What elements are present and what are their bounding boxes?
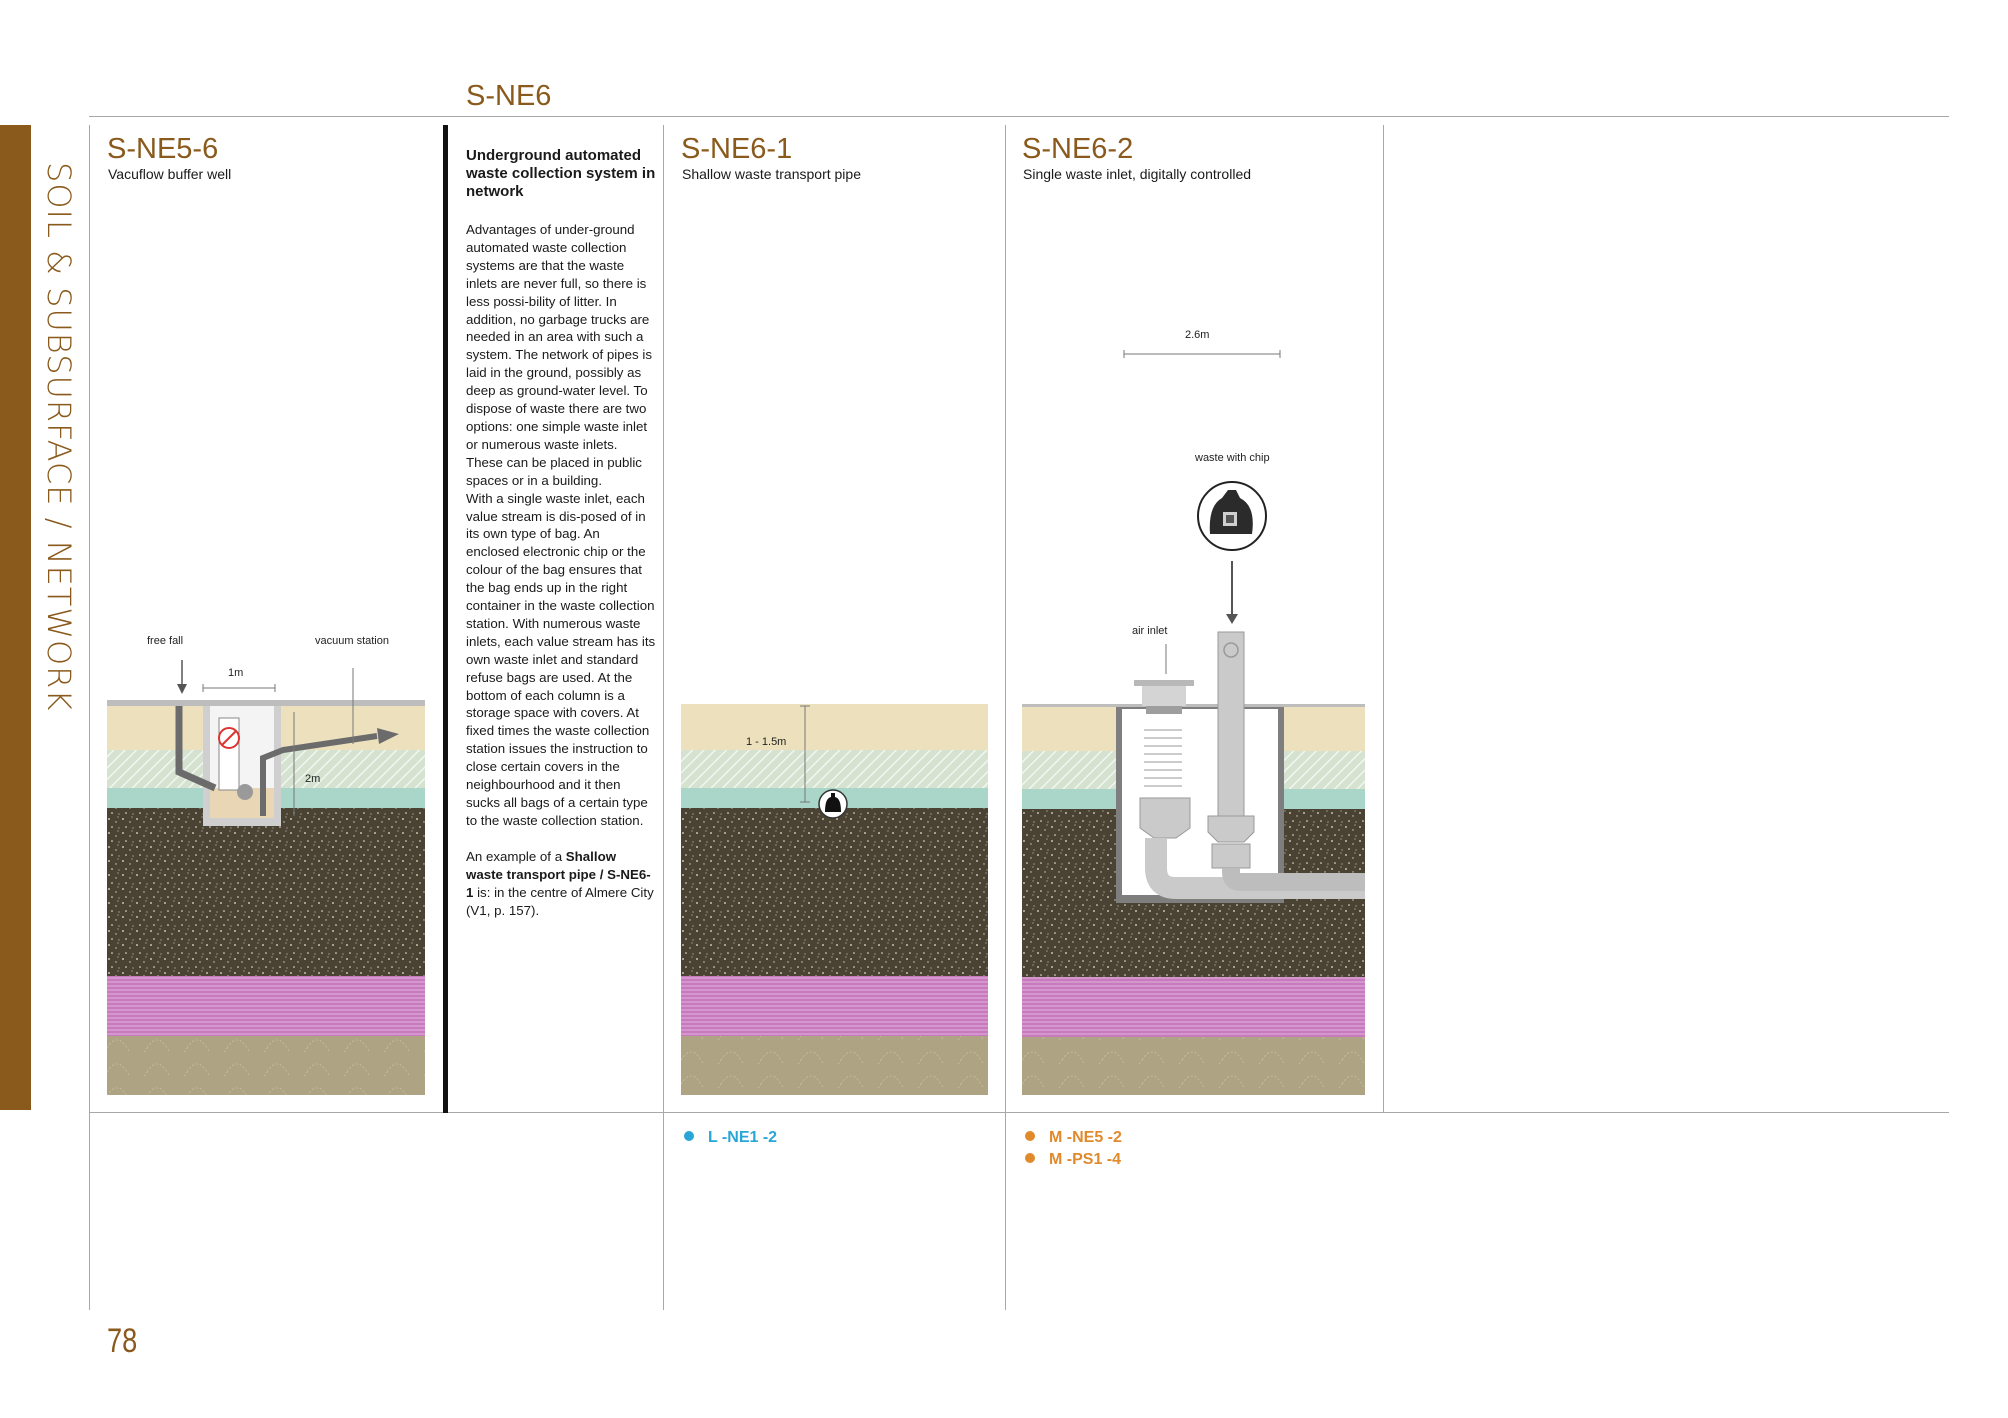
diagram-buffer-well (107, 620, 425, 1095)
col1-code: S-NE5-6 (107, 133, 219, 165)
label-waste-with-chip: waste with chip (1195, 452, 1270, 464)
col3-subtitle: Shallow waste transport pipe (682, 166, 861, 182)
label-dim-1m: 1m (228, 667, 244, 679)
text-paragraph-1: Advantages of under-ground automated waste collection systems are that the waste inlets are never full, so there is less possi-bility of litter. In addition, no garbage trucks are needed in an area with such a system. The network of pipes is laid in the ground, possibly as deep as ground-water level. To dispose of waste there are two options: one simple waste inlet or numerous waste inlets. These can be placed in public spaces or in a building. (466, 222, 652, 488)
column-divider-4 (1383, 125, 1384, 1112)
funnel-left (1140, 798, 1190, 838)
layer-gravel (1022, 1037, 1365, 1095)
layer-dark-soil (107, 808, 425, 976)
layer-pink (107, 976, 425, 1036)
header-code: S-NE6 (466, 80, 552, 112)
sidebar-title-text: SOIL & SUBSURFACE / NETWORK (40, 162, 78, 712)
air-inlet-cap (1134, 680, 1194, 686)
label-air-inlet: air inlet (1132, 625, 1168, 637)
sidebar-accent-bar (0, 125, 31, 1110)
free-fall-arrowhead (177, 684, 187, 694)
para3-post: is: in the centre of Almere City (V1, p. 157). (466, 884, 654, 918)
layer-sand (681, 704, 988, 750)
ref-dot-blue (684, 1131, 694, 1141)
layer-gravel (681, 1036, 988, 1095)
chip-core (1226, 515, 1234, 523)
layer-pink (681, 976, 988, 1036)
ref-dot-orange (1025, 1153, 1035, 1163)
label-dim-depth: 1 - 1.5m (746, 736, 787, 748)
layer-pink (1022, 977, 1365, 1037)
label-dim-2-6m: 2.6m (1185, 329, 1210, 341)
inlet-chute (1218, 632, 1244, 816)
ref-dot-orange (1025, 1131, 1035, 1141)
layer-gravel (107, 1036, 425, 1095)
text-paragraph-2: With a single waste inlet, each value stream is dis-posed of in its own type of bag. An enclosed electronic chip or the colour of the bag ensures that the bag ends up in the right container in the waste collection station. With numerous waste inlets, each value stream has its own waste inlet and standard refuse bags are used. At the bottom of each column is a storage space with covers. At fixed times the waste collection station issues the instruction to close certain covers in the neighbourhood and it then sucks all bags of a certain type to the waste collection station. (466, 490, 656, 828)
funnel-right-upper (1208, 816, 1254, 842)
chip-arrowhead (1226, 614, 1238, 624)
ref-item-l-ne1-2[interactable] (684, 1129, 777, 1147)
col4-subtitle: Single waste inlet, digitally controlled (1023, 166, 1252, 182)
waste-ball (237, 784, 253, 800)
col4-code: S-NE6-2 (1022, 133, 1134, 165)
para3-bold: Shallow waste transport pipe / S-NE6-1 (466, 848, 651, 900)
air-inlet-body (1142, 686, 1186, 706)
ref-item-m-ps1-4[interactable] (1025, 1151, 1121, 1169)
ref-item-m-ne5-2[interactable] (1025, 1129, 1122, 1147)
text-heading: Underground automated waste collection system in network (466, 147, 656, 200)
bottom-rule (89, 1112, 1949, 1113)
ref-label: M -NE5 -2 (1049, 1129, 1122, 1146)
column-divider-3 (1005, 125, 1006, 1310)
column-divider-2 (663, 125, 664, 1310)
text-column (466, 147, 656, 919)
col1-subtitle: Vacuflow buffer well (108, 166, 232, 182)
text-paragraph-3 (466, 848, 656, 920)
label-vacuum-station: vacuum station (315, 635, 389, 647)
ground-surface (1022, 704, 1365, 707)
ref-label: M -PS1 -4 (1049, 1151, 1122, 1168)
label-dim-2m: 2m (305, 773, 321, 785)
diagram-shallow-pipe (681, 704, 988, 1095)
layer-dark-soil (681, 808, 988, 976)
ref-label: L -NE1 -2 (708, 1129, 778, 1146)
layer-hatched (681, 750, 988, 788)
sidebar-title (40, 162, 80, 712)
diagram-single-inlet (1022, 320, 1365, 1095)
funnel-right-lower (1212, 844, 1250, 868)
label-free-fall: free fall (147, 635, 184, 647)
text-column-bar (443, 125, 448, 1113)
para3-pre: An example of a (466, 848, 566, 864)
air-inlet-neck (1146, 706, 1182, 714)
column-divider-1 (89, 125, 90, 1310)
col3-code: S-NE6-1 (681, 133, 793, 165)
page-number: 78 (107, 1322, 138, 1360)
top-rule (89, 116, 1949, 117)
ground-surface (107, 700, 425, 706)
